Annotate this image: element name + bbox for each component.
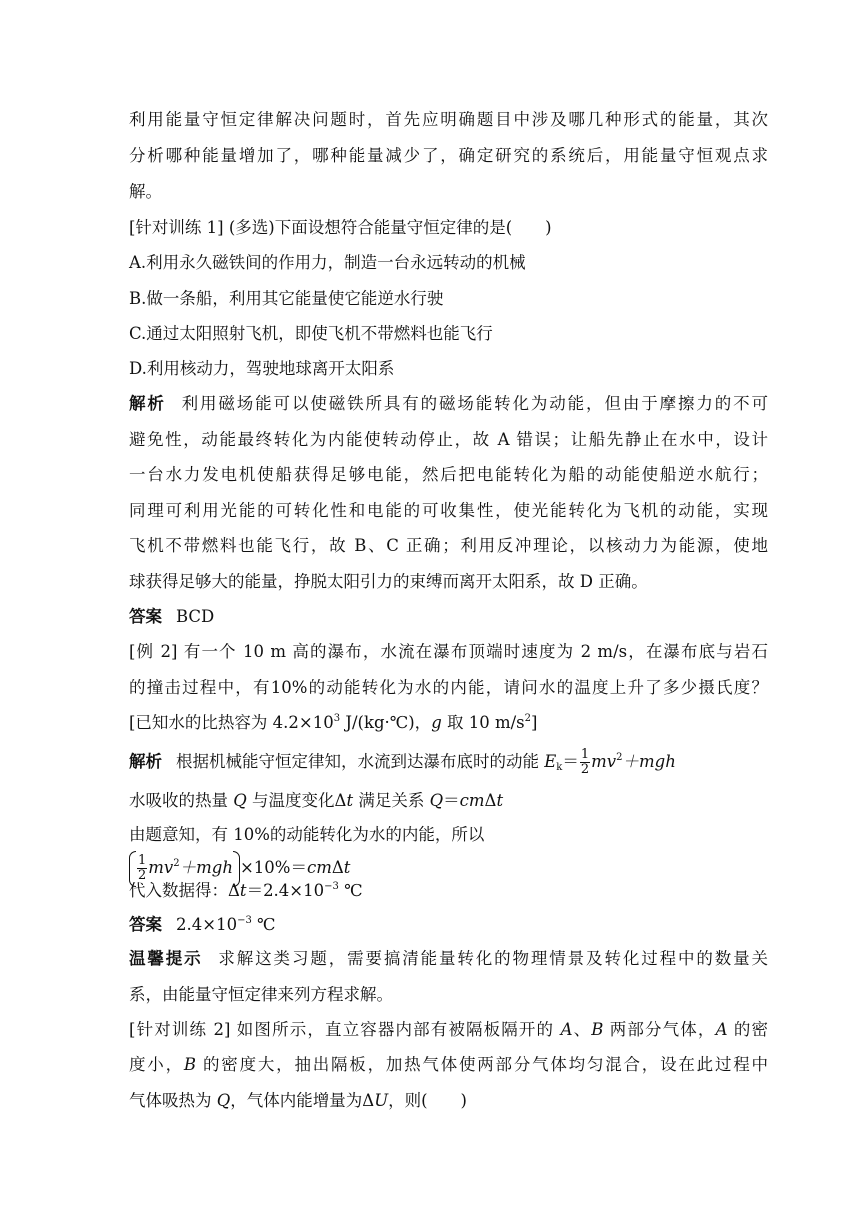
- fraction: $\frac{1}{2}$: [580, 747, 590, 777]
- training2-label: [针对训练 2]: [129, 1020, 231, 1039]
- analysis-line: 球获得足够大的能量，挣脱太阳引力的束缚而离开太阳系，故 D 正确。: [129, 572, 648, 591]
- example2-line: 的撞击过程中，有10%的动能转化为水的内能，请问水的温度上升了多少摄氏度？: [129, 678, 768, 697]
- answer-value: BCD: [176, 607, 215, 626]
- training2-line: 气体吸热为 Q，气体内能增量为ΔU，则( ): [129, 1091, 467, 1110]
- energy-equation: $\frac{1}{2}$ $mv^2+mgh \times 10\%=cm\Delta t$: [129, 846, 768, 890]
- substitution-line: 代入数据得：$\Delta t=2.4\times 10^{-3}$ ℃: [129, 881, 363, 900]
- analysis-line: 解析 利用磁场能可以使磁铁所具有的磁场能转化为动能，但由于摩擦力的不可: [129, 394, 769, 413]
- training2-line: 度小，B 的密度大，抽出隔板，加热气体使两部分气体均匀混合，设在此过程中: [129, 1055, 769, 1074]
- example2-label: [例 2]: [129, 642, 178, 661]
- tip-line: 系，由能量守恒定律来列方程求解。: [129, 985, 393, 1004]
- option-d: D.利用核动力，驾驶地球离开太阳系: [129, 359, 395, 378]
- para-line: 利用能量守恒定律解决问题时，首先应明确题目中涉及哪几种形式的能量，其次: [129, 110, 768, 129]
- fraction: $\frac{1}{2}$: [138, 853, 147, 883]
- analysis-line: 同理可利用光能的可转化性和电能的可收集性，使光能转化为飞机的动能，实现: [129, 501, 768, 520]
- analysis-line: 飞机不带燃料也能飞行，故 B、C 正确；利用反冲理论，以核动力为能源，使地: [129, 536, 768, 555]
- training2-line: [针对训练 2] 如图所示，直立容器内部有被隔板隔开的 A、B 两部分气体，A 的密: [129, 1020, 768, 1039]
- option-c: C.通过太阳照射飞机，即使飞机不带燃料也能飞行: [129, 324, 493, 343]
- example2-line: 水吸收的热量 Q 与温度变化Δt 满足关系 Q＝cmΔt: [129, 791, 504, 810]
- training1-question: [129, 217, 768, 239]
- option-a: A.利用永久磁铁间的作用力，制造一台永远转动的机械: [129, 253, 526, 272]
- example2-line: [已知水的比热容为 $4.2\times 10^3$ J/(kg·℃)，g 取 10 $m/s^2$]: [129, 713, 538, 732]
- tip-label: 温馨提示: [129, 949, 203, 968]
- analysis-line: 避免性，动能最终转化为内能使转动停止，故 A 错误；让船先静止在水中，设计: [129, 430, 768, 449]
- example2-line: [例 2] 有一个 10 m 高的瀑布，水流在瀑布顶端时速度为 2 m/s，在瀑布底与岩石: [129, 642, 769, 661]
- training1-label: [针对训练 1]: [129, 218, 224, 237]
- para-line: 分析哪种能量增加了，哪种能量减少了，确定研究的系统后，用能量守恒观点求: [129, 146, 768, 165]
- answer-line: [129, 606, 768, 628]
- example2-analysis: 解析 根据机械能守恒定律知，水流到达瀑布底时的动能 $E_k=$ $\frac{1}{2}$ $mv^2+mgh$: [129, 747, 676, 777]
- tip-line: 温馨提示 求解这类习题，需要搞清能量转化的物理情景及转化过程中的数量关: [129, 949, 769, 968]
- training1-stem: (多选)下面设想符合能量守恒定律的是( ): [223, 218, 552, 237]
- answer-line: 答案 $2.4\times 10^{-3}$ ℃: [129, 915, 276, 934]
- answer-label: 答案: [129, 915, 162, 934]
- analysis-line: 一台水力发电机使船获得足够电能，然后把电能转化为船的动能使船逆水航行；: [129, 465, 768, 484]
- example2-line: 由题意知，有 10%的动能转化为水的内能，所以: [129, 825, 485, 844]
- analysis-label: 解析: [129, 394, 166, 413]
- para-line: 解。: [129, 182, 162, 201]
- analysis-label: 解析: [129, 752, 162, 771]
- answer-label: 答案: [129, 607, 162, 626]
- option-b: B.做一条船，利用其它能量使它能逆水行驶: [129, 289, 444, 308]
